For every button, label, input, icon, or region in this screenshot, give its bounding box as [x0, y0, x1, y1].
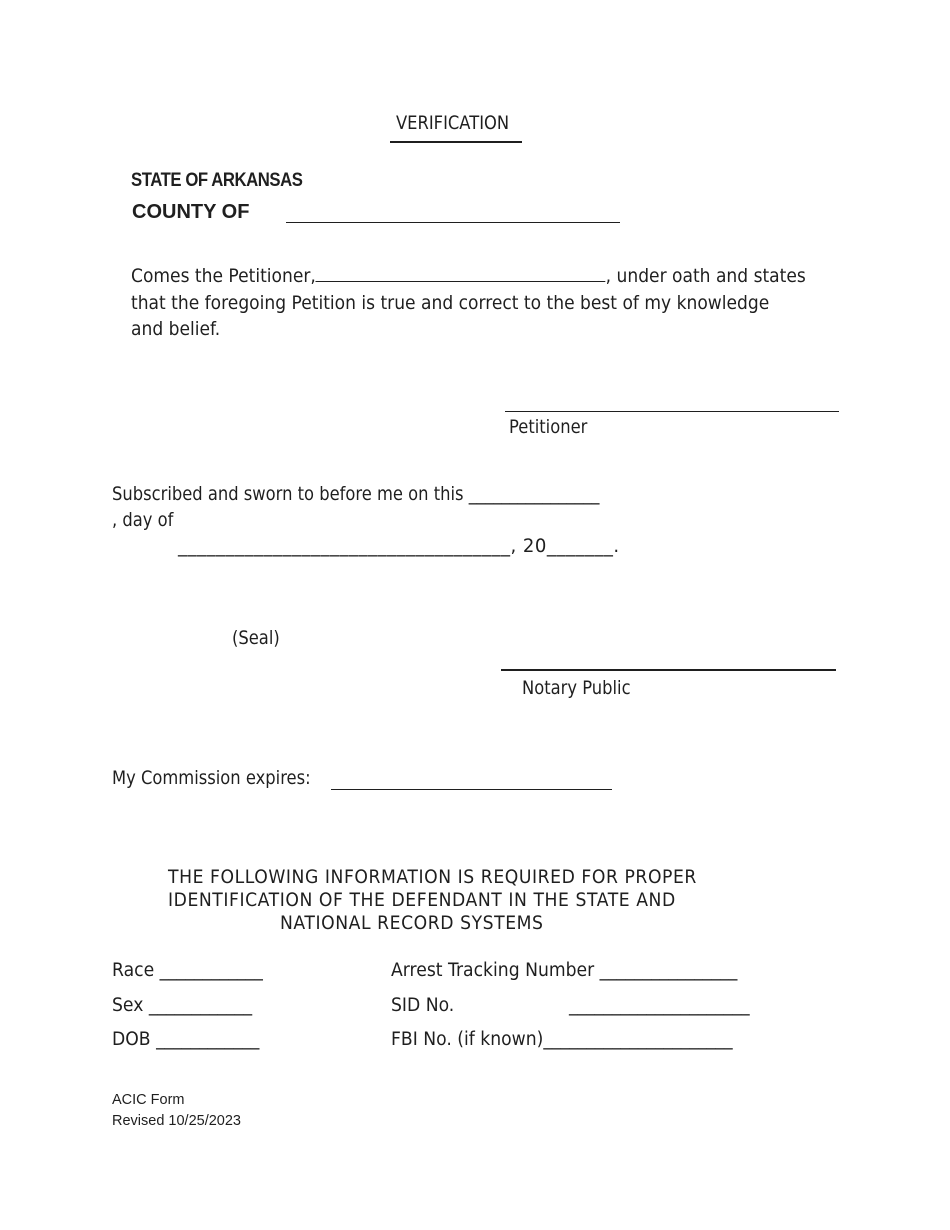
sex-field[interactable]: Sex ____________ [112, 995, 253, 1016]
paragraph-line-2: that the foregoing Petition is true and correct to the best of my knowledge [131, 291, 770, 314]
county-blank-line[interactable] [286, 222, 620, 223]
verification-paragraph [131, 263, 815, 343]
document-title: VERIFICATION [396, 112, 510, 134]
footer-revised-date: Revised 10/25/2023 [112, 1113, 241, 1129]
sid-blank[interactable]: _____________________ [569, 995, 750, 1016]
notary-label: Notary Public [522, 677, 631, 699]
arrest-tracking-number-field[interactable]: Arrest Tracking Number ________________ [391, 960, 738, 981]
footer-form-name: ACIC Form [112, 1092, 185, 1108]
paragraph-lead: Comes the Petitioner, [131, 265, 316, 287]
sid-label: SID No. [391, 995, 455, 1016]
paragraph-line-3: and belief. [131, 318, 221, 340]
notary-signature-line[interactable] [501, 669, 836, 671]
title-underline [390, 141, 522, 143]
paragraph-oath: , under oath and states [605, 265, 806, 287]
dob-field[interactable]: DOB ____________ [112, 1029, 260, 1050]
petitioner-signature-line[interactable] [505, 411, 839, 412]
commission-expires-blank-line[interactable] [331, 789, 612, 790]
required-info-line-2: IDENTIFICATION OF THE DEFENDANT IN THE STATE AND [168, 890, 676, 911]
sworn-line-2: , day of [112, 509, 174, 531]
petitioner-label: Petitioner [509, 416, 588, 438]
seal-label: (Seal) [232, 627, 280, 649]
required-info-line-3: NATIONAL RECORD SYSTEMS [280, 913, 544, 934]
race-field[interactable]: Race ____________ [112, 960, 263, 981]
commission-expires-label: My Commission expires: [112, 767, 311, 789]
sworn-date-line: ___________________________________, 20_______. [178, 535, 620, 557]
required-info-line-1: THE FOLLOWING INFORMATION IS REQUIRED FOR PROPER [168, 867, 697, 888]
fbi-number-field[interactable]: FBI No. (if known)______________________ [391, 1029, 733, 1050]
county-label: COUNTY OF [132, 201, 250, 223]
sworn-line-1: Subscribed and sworn to before me on this ________________ [112, 483, 600, 505]
petitioner-name-blank[interactable] [316, 263, 606, 282]
state-heading: STATE OF ARKANSAS [131, 170, 303, 191]
